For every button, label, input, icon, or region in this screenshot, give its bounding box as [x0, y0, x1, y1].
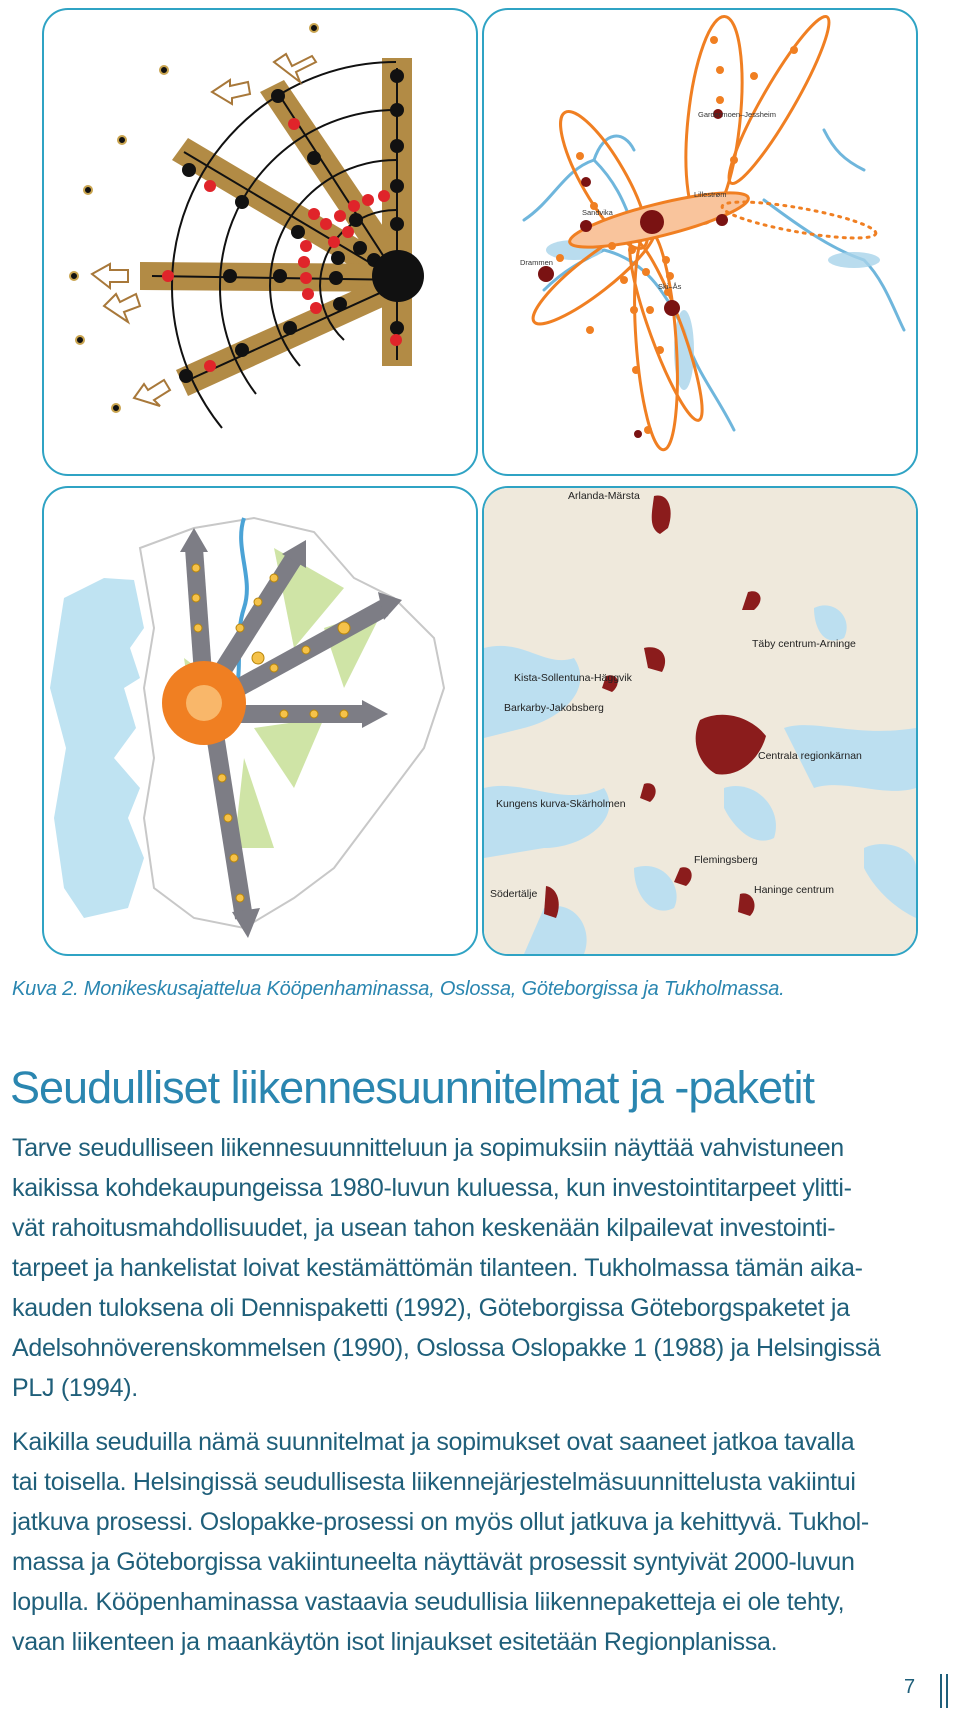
- page-marker-bar: [946, 1674, 948, 1708]
- oslo-regional-map: [482, 8, 918, 476]
- finger-plan-graphic: [44, 10, 476, 474]
- stockholm-regional-map: [482, 486, 918, 956]
- section-heading: Seudulliset liikennesuunnitelmat ja -paketit: [10, 1062, 814, 1113]
- paragraph-2-line: massa ja Göteborgissa vakiintuneelta näyttävät prosessit syntyivät 2000-luvun: [12, 1548, 855, 1576]
- paragraph-1-line: kauden tuloksena oli Dennispaketti (1992), Göteborgissa Göteborgspaketet ja: [12, 1294, 850, 1322]
- label-kungens-kurva: Kungens kurva-Skärholmen: [496, 798, 626, 810]
- paragraph-2-line: vaan liikenteen ja maankäytön isot linjaukset esitetään Regionplanissa.: [12, 1628, 778, 1656]
- paragraph-2: [12, 1422, 947, 1662]
- label-lillestrom: Lillestrøm: [694, 190, 727, 199]
- label-flemingsberg: Flemingsberg: [694, 854, 758, 866]
- paragraph-1-line: Adelsohnöverenskommelsen (1990), Oslossa Oslopakke 1 (1988) ja Helsingissä: [12, 1334, 881, 1362]
- paragraph-1-line: vät rahoitusmahdollisuudet, ja usean tahon keskenään kilpailevat investointi-: [12, 1214, 836, 1242]
- paragraph-2-line: tai toisella. Helsingissä seudullisesta liikennejärjestelmäsuunnittelusta vakiintui: [12, 1468, 856, 1496]
- label-arlanda: Arlanda-Märsta: [568, 490, 640, 502]
- label-ski-as: Ski–Ås: [658, 282, 682, 291]
- gothenburg-regional-diagram: [42, 486, 478, 956]
- label-sandvika: Sandvika: [582, 208, 613, 217]
- paragraph-1-line: PLJ (1994).: [12, 1374, 138, 1402]
- page-marker-bar: [940, 1674, 942, 1708]
- page-number: 7: [904, 1676, 916, 1698]
- label-drammen: Drammen: [520, 258, 553, 267]
- paragraph-2-line: Kaikilla seuduilla nämä suunnitelmat ja sopimukset ovat saaneet jatkoa tavalla: [12, 1428, 855, 1456]
- paragraph-1: [12, 1128, 947, 1408]
- label-kista: Kista-Sollentuna-Häggvik: [514, 672, 632, 684]
- label-sodertalje: Södertälje: [490, 888, 538, 900]
- paragraph-2-line: lopulla. Kööpenhaminassa vastaavia seudullisia liikennepaketteja ei ole tehty,: [12, 1588, 845, 1616]
- label-haninge: Haninge centrum: [754, 884, 834, 896]
- paragraph-2-line: jatkuva prosessi. Oslopakke-prosessi on myös ollut jatkuva ja kehittyvä. Tukhol-: [12, 1508, 869, 1536]
- paragraph-1-line: kaikissa kohdekaupungeissa 1980-luvun kuluessa, kun investointitarpeet ylitti-: [12, 1174, 852, 1202]
- label-taby: Täby centrum-Arninge: [752, 638, 856, 650]
- gothenburg-diagram-graphic: [44, 488, 476, 954]
- paragraph-1-line: Tarve seudulliseen liikennesuunnitteluun ja sopimuksiin näyttää vahvistuneen: [12, 1134, 844, 1162]
- oslo-map-graphic: [484, 10, 916, 474]
- label-barkarby: Barkarby-Jakobsberg: [504, 702, 604, 714]
- label-centrala: Centrala regionkärnan: [758, 750, 862, 762]
- paragraph-1-line: tarpeet ja hankelistat loivat kestämättömän tilanteen. Tukholmassa tämän aika-: [12, 1254, 863, 1282]
- stockholm-map-graphic: [484, 488, 916, 954]
- copenhagen-finger-plan-diagram: [42, 8, 478, 476]
- figure-caption: Kuva 2. Monikeskusajattelua Kööpenhaminassa, Oslossa, Göteborgissa ja Tukholmassa.: [12, 978, 785, 1000]
- label-gardermoen: Gardermoen–Jessheim: [698, 110, 776, 119]
